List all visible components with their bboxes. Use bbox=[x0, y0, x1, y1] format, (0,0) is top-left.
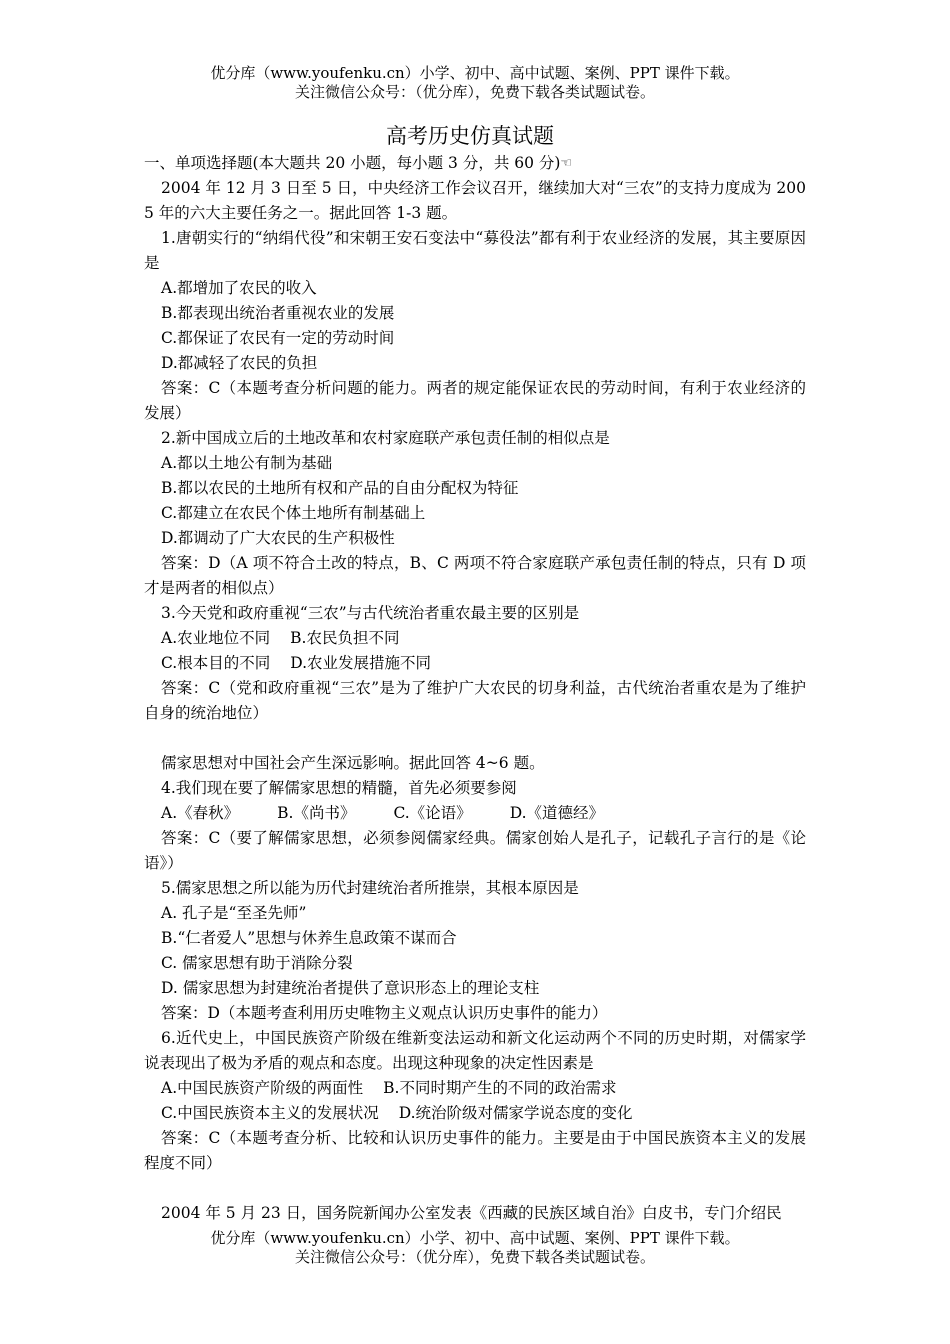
question-4-option-d: D.《道德经》 bbox=[509, 804, 605, 822]
question-6-option-c: C.中国民族资本主义的发展状况 bbox=[161, 1104, 379, 1122]
question-4-answer: 答案：C（要了解儒家思想，必须参阅儒家经典。儒家创始人是孔子，记载孔子言行的是《论语》） bbox=[144, 829, 806, 872]
section-heading bbox=[144, 151, 806, 176]
question-5-option-a: A. 孔子是“至圣先师” bbox=[161, 904, 307, 922]
question-1-stem: 1.唐朝实行的“纳绢代役”和宋朝王安石变法中“募役法”都有利于农业经济的发展，其主要原因是 bbox=[144, 229, 806, 272]
page-header bbox=[0, 64, 950, 102]
intro-paragraph-2: 儒家思想对中国社会产生深远影响。据此回答 4~6 题。 bbox=[161, 754, 545, 772]
header-line-1: 优分库（www.youfenku.cn）小学、初中、高中试题、案例、PPT 课件下载。 bbox=[210, 64, 740, 82]
header-line-2: 关注微信公众号：（优分库），免费下载各类试题试卷。 bbox=[294, 83, 655, 101]
pointing-hand-icon: ☜ bbox=[560, 156, 573, 171]
question-3-option-a: A.农业地位不同 bbox=[161, 629, 271, 647]
question-4-option-c: C.《论语》 bbox=[393, 804, 472, 822]
question-6-options-row-1 bbox=[144, 1076, 806, 1101]
intro-paragraph-3: 2004 年 5 月 23 日，国务院新闻办公室发表《西藏的民族区域自治》白皮书，专门介绍民 bbox=[161, 1204, 782, 1222]
question-6-option-d: D.统治阶级对儒家学说态度的变化 bbox=[398, 1104, 633, 1122]
blank-line bbox=[144, 726, 806, 751]
question-5-option-d: D. 儒家思想为封建统治者提供了意识形态上的理论支柱 bbox=[161, 979, 540, 997]
question-3-option-d: D.农业发展措施不同 bbox=[290, 654, 432, 672]
question-5-option-c: C. 儒家思想有助于消除分裂 bbox=[161, 954, 353, 972]
footer-line-1: 优分库（www.youfenku.cn）小学、初中、高中试题、案例、PPT 课件下载。 bbox=[210, 1229, 740, 1247]
question-6-option-b: B.不同时期产生的不同的政治需求 bbox=[383, 1079, 617, 1097]
question-3-option-c: C.根本目的不同 bbox=[161, 654, 271, 672]
question-3-option-b: B.农民负担不同 bbox=[290, 629, 400, 647]
question-1-option-d: D.都减轻了农民的负担 bbox=[161, 354, 318, 372]
intro-paragraph-1: 2004 年 12 月 3 日至 5 日，中央经济工作会议召开，继续加大对“三农”的支持力度成为 2005 年的六大主要任务之一。据此回答 1-3 题。 bbox=[144, 179, 806, 222]
question-2-option-a: A.都以土地公有制为基础 bbox=[161, 454, 333, 472]
question-3-stem: 3.今天党和政府重视“三农”与古代统治者重农最主要的区别是 bbox=[161, 604, 580, 622]
question-5-answer: 答案：D（本题考查利用历史唯物主义观点认识历史事件的能力） bbox=[161, 1004, 608, 1022]
question-5-option-b: B.“仁者爱人”思想与休养生息政策不谋而合 bbox=[161, 929, 457, 947]
question-3-options-row-2 bbox=[144, 651, 806, 676]
question-2-stem: 2.新中国成立后的土地改革和农村家庭联产承包责任制的相似点是 bbox=[161, 429, 610, 447]
question-3-options-row-1 bbox=[144, 626, 806, 651]
question-2-option-d: D.都调动了广大农民的生产积极性 bbox=[161, 529, 395, 547]
question-6-options-row-2 bbox=[144, 1101, 806, 1126]
question-4-option-b: B.《尚书》 bbox=[277, 804, 356, 822]
page-footer bbox=[0, 1229, 950, 1267]
question-1-option-a: A.都增加了农民的收入 bbox=[161, 279, 317, 297]
question-2-answer: 答案：D（A 项不符合土改的特点，B、C 两项不符合家庭联产承包责任制的特点，只有 D 项才是两者的相似点） bbox=[144, 554, 806, 597]
question-5-stem: 5.儒家思想之所以能为历代封建统治者所推崇，其根本原因是 bbox=[161, 879, 579, 897]
question-1-option-c: C.都保证了农民有一定的劳动时间 bbox=[161, 329, 395, 347]
question-2-option-c: C.都建立在农民个体土地所有制基础上 bbox=[161, 504, 426, 522]
question-4-options-row bbox=[144, 801, 806, 826]
page-title: 高考历史仿真试题 bbox=[386, 124, 554, 148]
question-6-stem: 6.近代史上，中国民族资产阶级在维新变法运动和新文化运动两个不同的历史时期，对儒家学说表现出了极为矛盾的观点和态度。出现这种现象的决定性因素是 bbox=[144, 1029, 806, 1072]
question-6-answer: 答案：C（本题考查分析、比较和认识历史事件的能力。主要是由于中国民族资本主义的发展程度不同） bbox=[144, 1129, 806, 1172]
question-2-option-b: B.都以农民的土地所有权和产品的自由分配权为特征 bbox=[161, 479, 519, 497]
section-heading-text: 一、单项选择题(本大题共 20 小题，每小题 3 分，共 60 分) bbox=[144, 154, 561, 172]
question-3-answer: 答案：C（党和政府重视“三农”是为了维护广大农民的切身利益，古代统治者重农是为了维护自身的统治地位） bbox=[144, 679, 806, 722]
question-1-option-b: B.都表现出统治者重视农业的发展 bbox=[161, 304, 395, 322]
footer-line-2: 关注微信公众号：（优分库），免费下载各类试题试卷。 bbox=[294, 1248, 655, 1266]
question-1-answer: 答案：C（本题考查分析问题的能力。两者的规定能保证农民的劳动时间，有利于农业经济的发展） bbox=[144, 379, 806, 422]
blank-line bbox=[144, 1176, 806, 1201]
question-4-stem: 4.我们现在要了解儒家思想的精髓，首先必须要参阅 bbox=[161, 779, 517, 797]
question-4-option-a: A.《春秋》 bbox=[161, 804, 240, 822]
question-6-option-a: A.中国民族资产阶级的两面性 bbox=[161, 1079, 364, 1097]
document-body bbox=[144, 121, 806, 1226]
